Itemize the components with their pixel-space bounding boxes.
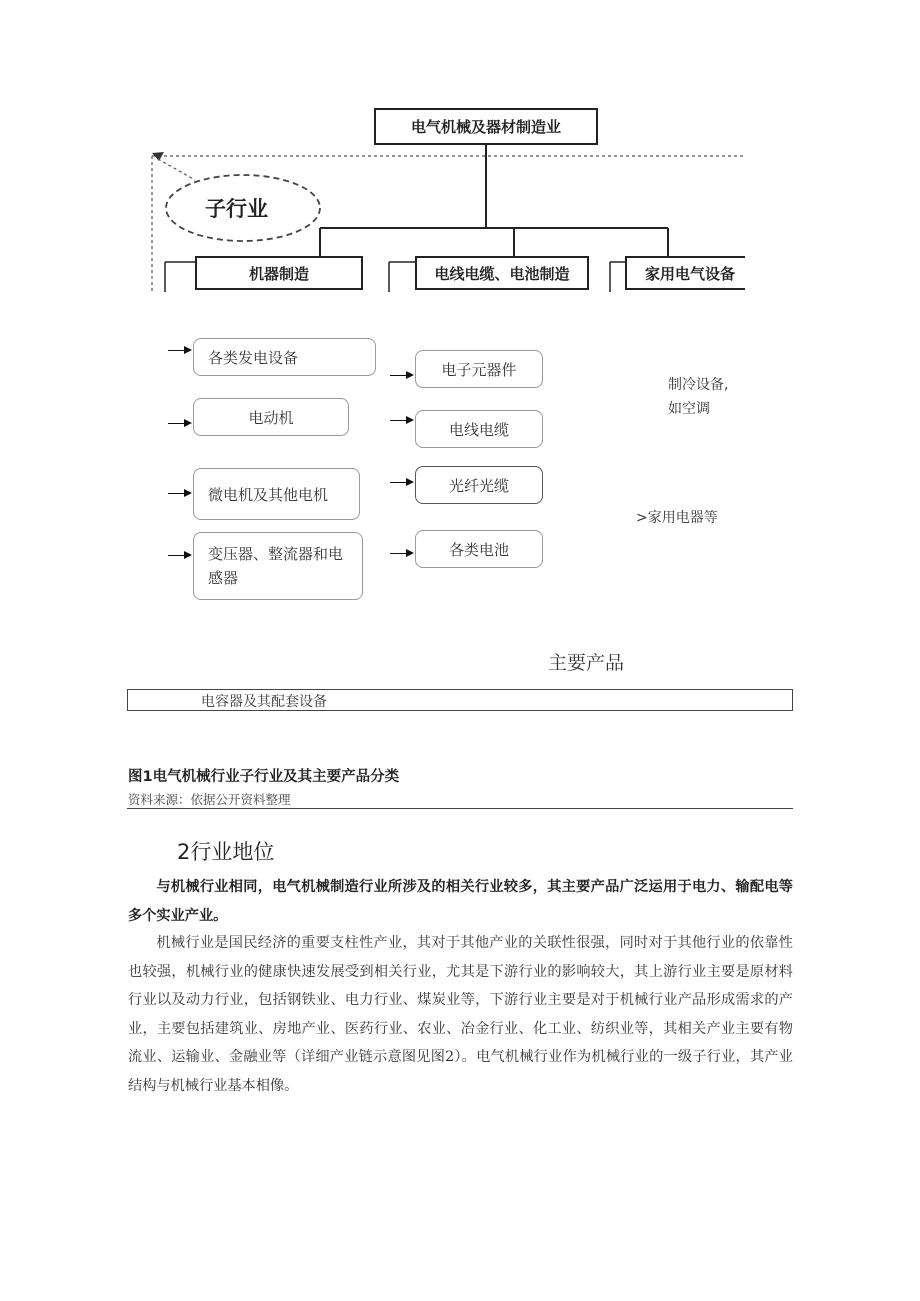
sub-machine-box: 机器制造 [195,256,363,290]
product-air-conditioner: 如空调 [668,401,710,417]
root-industry-box: 电气机械及器材制造业 [374,108,598,145]
arrow-icon [168,493,190,494]
arrow-icon [390,375,412,376]
capacitor-row [127,689,793,711]
crop-mask [745,250,765,295]
product-refrigeration: 制冷设备, [668,377,729,393]
arrow-icon [390,420,412,421]
sub-industry-label: 子行业 [205,197,268,221]
section-heading: 2行业地位 [177,840,275,864]
main-products-label: 主要产品 [548,652,625,674]
arrow-icon [390,482,412,483]
product-battery: 各类电池 [415,530,543,568]
section-lead-paragraph: 与机械行业相同，电气机械制造行业所涉及的相关行业较多，其主要产品广泛运用于电力、输配电等多个实业产业。 [128,879,793,924]
arrow-icon [390,553,412,554]
product-generator: 各类发电设备 [193,338,376,376]
section-body-paragraph: 机械行业是国民经济的重要支柱性产业，其对于其他产业的关联性很强，同时对于其他行业的依靠性也较强，机械行业的健康快速发展受到相关行业，尤其是下游行业的影响较大，其上游行业主要是原材料行业以及动力行业，包括钢铁业、电力行业、煤炭业等，下游行业主要是对于机械行业产品形成需求的产业，主要包括建筑业、房地产业、医药行业、农业、冶金行业、化工业、纺织业等，其相关产业主要有物流业、运输业、金融业等（详细产业链示意图见图2）。电气机械行业作为机械行业的一级子行业，其产业结构与机械行业基本相像。 [128,935,793,1094]
capacitor-label: 电容器及其配套设备 [201,694,327,710]
figure-source: 资料来源：依据公开资料整理 [128,792,291,807]
arrow-icon [168,350,190,351]
sub-cable-battery-box: 电线电缆、电池制造 [415,256,589,290]
sub-appliance-box: 家用电气设备 [625,256,755,290]
figure-caption: 图1电气机械行业子行业及其主要产品分类 [128,769,400,785]
product-micro-motor: 微电机及其他电机 [193,468,360,520]
product-home-appliances: >家用电器等 [636,510,718,526]
arrow-icon [168,555,190,556]
arrow-icon [168,423,190,424]
product-transformer: 变压器、整流器和电感器 [193,532,363,600]
product-motor: 电动机 [193,398,349,436]
diagram-connectors [0,0,920,300]
caption-divider [127,808,793,809]
product-electronic-components: 电子元器件 [415,350,543,388]
product-wire-cable: 电线电缆 [415,410,543,448]
product-optical-cable: 光纤光缆 [415,466,543,504]
